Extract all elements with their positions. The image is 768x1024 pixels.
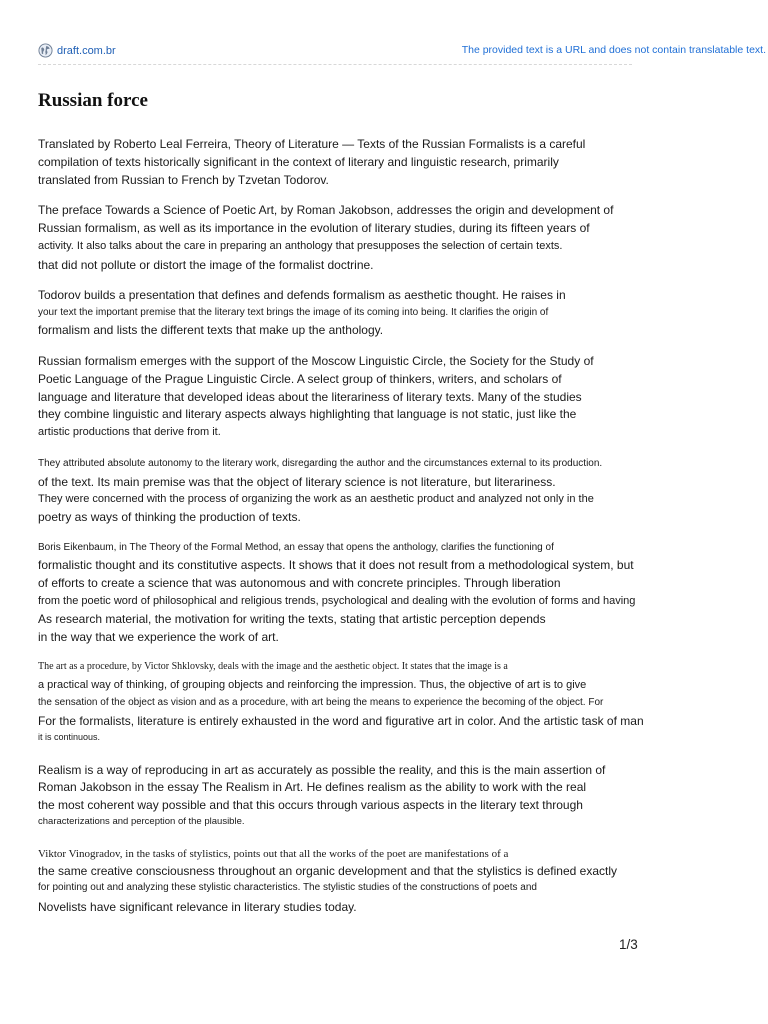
text-line: the same creative consciousness throughout an organic development and that the stylistics is defined exactly: [38, 864, 617, 878]
header-divider: [38, 64, 632, 65]
text-line: They attributed absolute autonomy to the literary work, disregarding the author and the circumstances external to its production.: [38, 458, 603, 469]
text-line: the most coherent way possible and that this occurs through various aspects in the literary text through: [38, 798, 583, 812]
text-line: Todorov builds a presentation that defines and defends formalism as aesthetic thought. He raises in: [38, 288, 566, 302]
text-line: Boris Eikenbaum, in The Theory of the Formal Method, an essay that opens the anthology, clarifies the functioning of: [38, 542, 554, 553]
globe-icon: [38, 43, 53, 58]
page-number: 1/3: [619, 937, 638, 952]
text-line: language and literature that developed ideas about the literariness of literary texts. Many of the studies: [38, 390, 582, 404]
text-line: Realism is a way of reproducing in art as accurately as possible the reality, and this is the main assertion of: [38, 763, 606, 777]
site-link[interactable]: [38, 43, 116, 58]
text-line: poetry as ways of thinking the production of texts.: [38, 510, 301, 524]
text-line: the sensation of the object as vision and as a procedure, with art being the means to experience the becoming of the object. For: [38, 697, 604, 708]
text-line: formalistic thought and its constitutive aspects. It shows that it does not result from a methodological system, but: [38, 558, 634, 572]
text-line: a practical way of thinking, of grouping objects and reinforcing the impression. Thus, the objective of art is to give: [38, 679, 587, 691]
text-line: The preface Towards a Science of Poetic Art, by Roman Jakobson, addresses the origin and development of: [38, 203, 614, 217]
text-line: that did not pollute or distort the image of the formalist doctrine.: [38, 258, 374, 272]
site-name[interactable]: draft.com.br: [57, 44, 116, 57]
translation-note: The provided text is a URL and does not contain translatable text.: [461, 44, 766, 56]
text-line: it is continuous.: [38, 732, 101, 742]
text-line: in the way that we experience the work of art.: [38, 630, 279, 644]
text-line: of efforts to create a science that was autonomous and with concrete principles. Through liberation: [38, 576, 561, 590]
text-line: Novelists have significant relevance in literary studies today.: [38, 900, 357, 914]
text-line: formalism and lists the different texts that make up the anthology.: [38, 323, 384, 337]
text-line: compilation of texts historically significant in the context of literary and linguistic research, primarily: [38, 155, 559, 169]
text-line: Roman Jakobson in the essay The Realism in Art. He defines realism as the ability to work with the real: [38, 780, 587, 794]
text-line: your text the important premise that the literary text brings the image of its coming into being. It clarifies the origin of: [38, 307, 549, 318]
page-header: [38, 41, 768, 61]
text-line: from the poetic word of philosophical and religious trends, psychological and dealing with the evolution of forms and having: [38, 595, 636, 607]
text-line: As research material, the motivation for writing the texts, stating that artistic perception depends: [38, 612, 546, 626]
text-line: Russian formalism emerges with the support of the Moscow Linguistic Circle, the Society for the Study of: [38, 354, 594, 368]
text-line: of the text. Its main premise was that the object of literary science is not literature, but literariness.: [38, 475, 556, 489]
page-title: Russian force: [38, 90, 148, 111]
text-line: artistic productions that derive from it.: [38, 426, 221, 438]
text-line: activity. It also talks about the care in preparing an anthology that presupposes the selection of certain texts.: [38, 240, 563, 252]
text-line: Poetic Language of the Prague Linguistic Circle. A select group of thinkers, writers, and scholars of: [38, 372, 562, 386]
text-line: The art as a procedure, by Victor Shklovsky, deals with the image and the aesthetic object. It states that the image is a: [38, 661, 508, 672]
text-line: Viktor Vinogradov, in the tasks of stylistics, points out that all the works of the poet are manifestations of a: [38, 848, 509, 860]
text-line: Translated by Roberto Leal Ferreira, Theory of Literature — Texts of the Russian Formalists is a careful: [38, 137, 586, 151]
text-line: characterizations and perception of the plausible.: [38, 816, 245, 827]
text-line: they combine linguistic and literary aspects always highlighting that language is not static, just like the: [38, 407, 577, 421]
text-line: translated from Russian to French by Tzvetan Todorov.: [38, 173, 329, 187]
text-line: for pointing out and analyzing these stylistic characteristics. The stylistic studies of the constructions of poets and: [38, 882, 537, 893]
text-line: Russian formalism, as well as its importance in the evolution of literary studies, during its fifteen years of: [38, 221, 590, 235]
text-line: They were concerned with the process of organizing the work as an aesthetic product and analyzed not only in the: [38, 493, 594, 505]
text-line: For the formalists, literature is entirely exhausted in the word and figurative art in color. And the artistic task of man: [38, 714, 644, 728]
